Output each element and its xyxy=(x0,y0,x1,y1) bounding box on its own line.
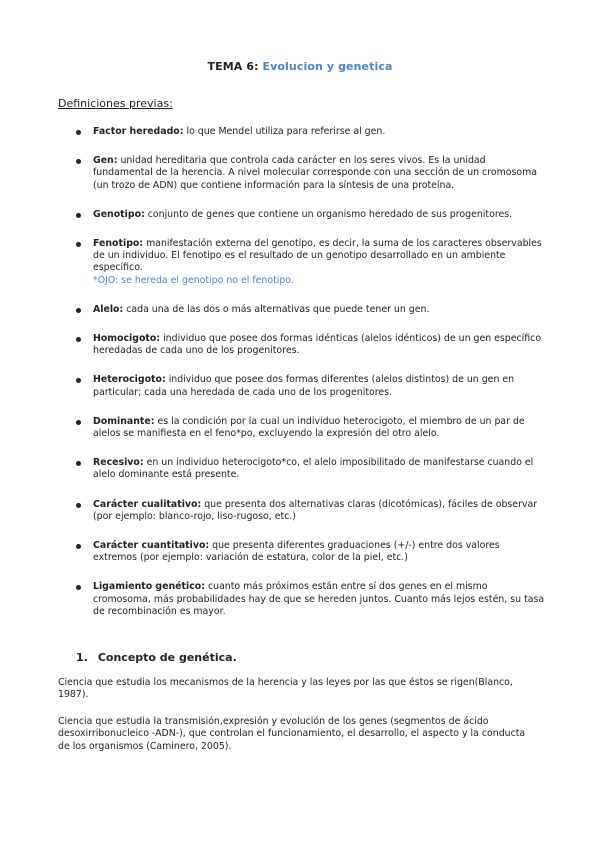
section-title: Concepto de genética. xyxy=(97,651,237,664)
definition-item: Homocigoto: individuo que posee dos formas idénticas (alelos idénticos) de un gen específico heredadas de cada uno de los progenitores. xyxy=(76,333,546,357)
definition-item: Dominante: es la condición por la cual un individuo heterocigoto, el miembro de un par de alelos se manifiesta en el feno*po, excluyendo la expresión del otro alelo. xyxy=(76,416,546,440)
definition-item: Carácter cualitativo: que presenta dos alternativas claras (dicotómicas), fáciles de observar (por ejemplo: blanco-rojo, liso-rugoso, etc.) xyxy=(76,499,546,523)
fenotipo-note: *OJO: se hereda el genotipo no el fenotipo. xyxy=(93,274,294,286)
definition-item: Fenotipo: manifestación externa del genotipo, es decir, la suma de los caracteres observables de un individuo. El fenotipo es el resultado de un genotipo desarrollado en un ambiente específico. *OJO: se hereda el genotipo no el fenotipo. xyxy=(76,238,546,287)
section-number: 1. xyxy=(76,651,88,664)
paragraph: Ciencia que estudia la transmisión,expresión y evolución de los genes (segmentos de ácido desoxirribonucleico -ADN-), que controlan el funcionamiento, el desarrollo, el aspecto y la conducta de los organismos (Caminero, 2005). xyxy=(58,716,526,752)
definition-item: Gen: unidad hereditaria que controla cada carácter en los seres vivos. Es la unidad fundamental de la herencia. A nivel molecular corresponde con una sección de un cromosoma (un trozo de ADN) que contiene información para la síntesis de una proteína. xyxy=(76,155,546,192)
definition-item: Alelo: cada una de las dos o más alternativas que puede tener un gen. xyxy=(76,304,546,316)
definition-item: Ligamiento genético: cuanto más próximos están entre sí dos genes en el mismo cromosoma, más probabilidades hay de que se hereden juntos. Cuanto más lejos estén, su tasa de recombinación es mayor. xyxy=(76,581,546,618)
definition-item: Recesivo: en un individuo heterocigoto*co, el alelo imposibilitado de manifestarse cuando el alelo dominante está presente. xyxy=(76,457,546,481)
definition-item: Carácter cuantitativo: que presenta diferentes graduaciones (+/-) entre dos valores extremos (por ejemplo: variación de estatura, color de la piel, etc.) xyxy=(76,540,546,564)
definition-item: Genotipo: conjunto de genes que contiene un organismo heredado de sus progenitores. xyxy=(76,209,546,221)
definition-item: Heterocigoto: individuo que posee dos formas diferentes (alelos distintos) de un gen en particular; cada una heredada de cada uno de los progenitores. xyxy=(76,374,546,398)
page-title xyxy=(0,60,600,73)
definitions-list xyxy=(76,126,546,618)
definition-item: Factor heredado: lo que Mendel utiliza para referirse al gen. xyxy=(76,126,546,138)
definitions-heading: Definiciones previas: xyxy=(58,97,173,110)
title-topic: Evolucion y genetica xyxy=(262,60,393,73)
title-label: TEMA 6: xyxy=(207,60,259,73)
section-heading xyxy=(76,651,237,664)
paragraph: Ciencia que estudia los mecanismos de la herencia y las leyes por las que éstos se rigen(Blanco, 1987). xyxy=(58,677,513,701)
